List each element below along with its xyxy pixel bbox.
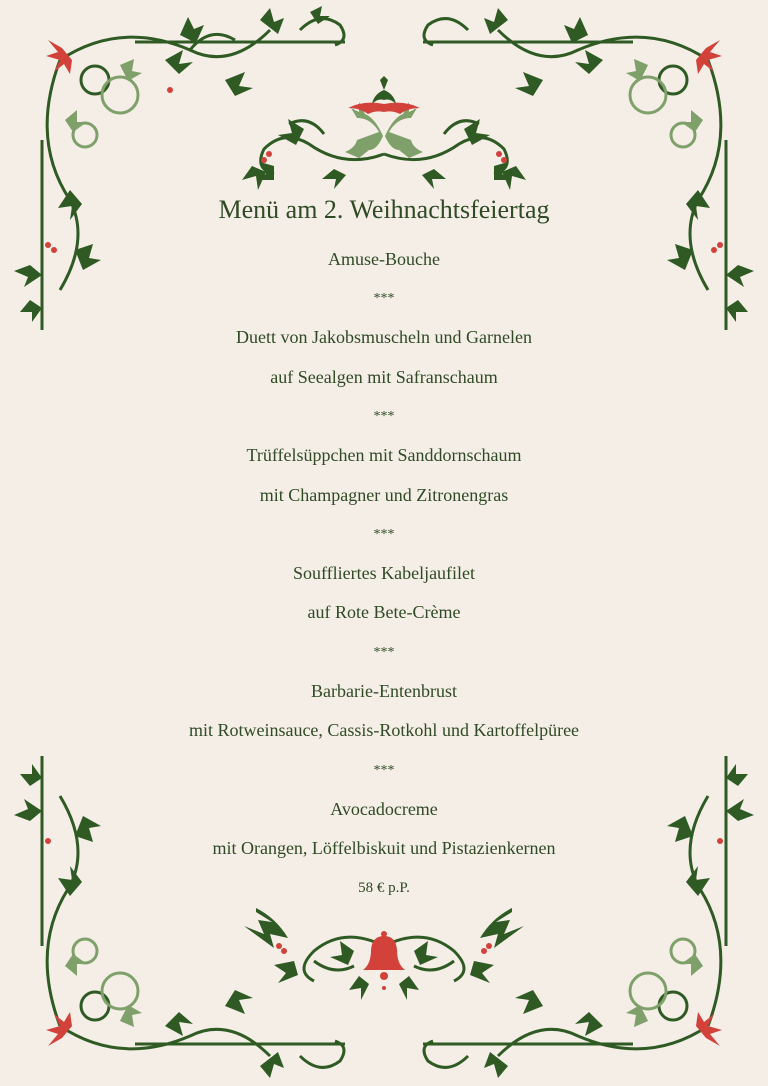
course-fish-line-2: auf Rote Bete-Crème	[307, 602, 461, 622]
course-starter-line-2: auf Seealgen mit Safranschaum	[270, 367, 498, 387]
menu-title: Menü am 2. Weihnachtsfeiertag	[218, 195, 550, 224]
course-main-line-2: mit Rotweinsauce, Cassis-Rotkohl und Kartoffelpüree	[188, 720, 580, 740]
course-separator: ***	[373, 409, 395, 424]
course-dessert-line-2: mit Orangen, Löffelbiskuit und Pistazienkernen	[212, 838, 556, 858]
reindeer-holly-ornament-icon	[234, 74, 534, 192]
course-main-line-1: Barbarie-Entenbrust	[311, 681, 457, 701]
course-amuse-bouche: Amuse-Bouche	[328, 249, 440, 269]
course-starter-line-1: Duett von Jakobsmuscheln und Garnelen	[236, 327, 532, 347]
course-separator: ***	[373, 763, 395, 778]
bell-holly-ornament-icon	[234, 906, 534, 1008]
menu-price: 58 € p.P.	[358, 880, 410, 896]
course-soup-line-2: mit Champagner und Zitronengras	[259, 485, 509, 505]
course-separator: ***	[373, 527, 395, 542]
course-separator: ***	[373, 645, 395, 660]
course-separator: ***	[373, 291, 395, 306]
course-fish-line-1: Souffliertes Kabeljaufilet	[292, 563, 476, 583]
course-soup-line-1: Trüffelsüppchen mit Sanddornschaum	[246, 445, 522, 465]
course-dessert-line-1: Avocadocreme	[330, 799, 438, 819]
